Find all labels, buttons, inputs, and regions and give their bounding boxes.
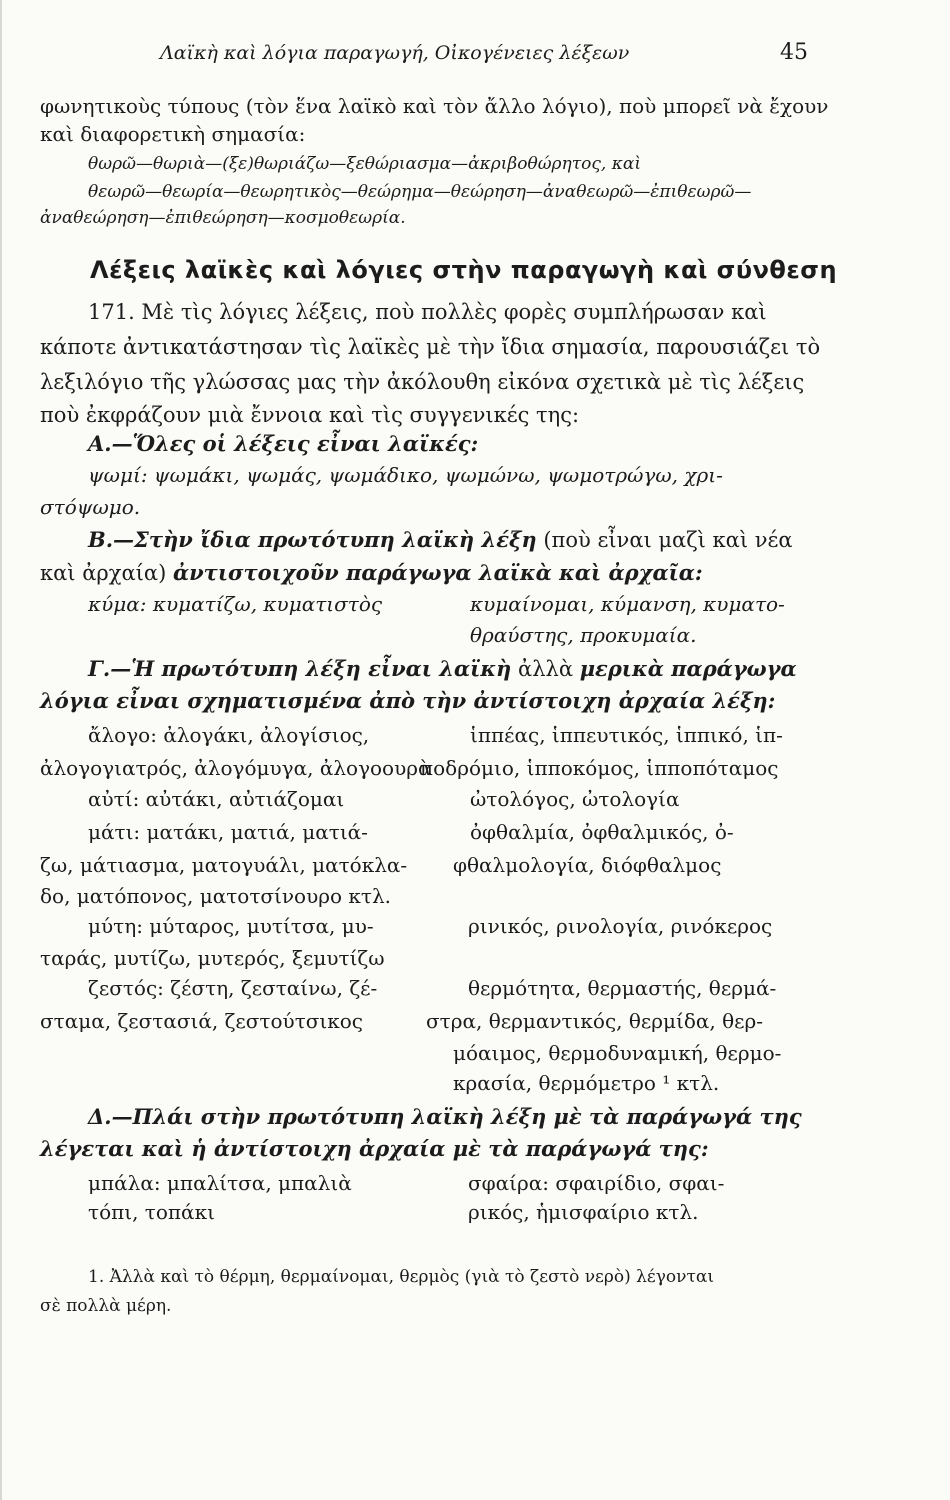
case-g-right-7: θερμότητα, θερμαστής, θερμά- (468, 976, 777, 1000)
case-g-title-line-1 (88, 656, 797, 682)
case-g-left-2: ἀλογογιατρός, ἀλογόμυγα, ἀλογοουρὰ (40, 756, 432, 780)
case-g-right-3: ὠτολόγος, ὠτολογία (470, 787, 680, 811)
case-g-left-10: σταμα, ζεστασιά, ζεστούτσικος (40, 1009, 363, 1033)
footnote-line-1: 1. Ἀλλὰ καὶ τὸ θέρμη, θερμαίνομαι, θερμὸς (γιὰ τὸ ζεστὸ νερὸ) λέγονται (88, 1267, 714, 1287)
case-d-left-2: τόπι, τοπάκι (88, 1200, 215, 1224)
footnote-line-2: σὲ πολλὰ μέρη. (40, 1296, 172, 1316)
case-g-right-2: ποδρόμιο, ἱπποκόμος, ἱπποπόταμος (420, 756, 779, 780)
case-d-right-2: ρικός, ἡμισφαίριο κτλ. (468, 1200, 699, 1224)
paragraph-line-1: 171. Μὲ τὶς λόγιες λέξεις, ποὺ πολλὲς φορὲς συμπλήρωσαν καὶ (88, 300, 767, 324)
case-g-right-9: μόαιμος, θερμοδυναμική, θερμο- (453, 1041, 782, 1065)
case-b-right-1: κυμαίνομαι, κύμανση, κυματο- (470, 592, 785, 616)
intro-example-1: θωρῶ—θωριὰ—(ξε)θωριάζω—ξεθώριασμα—ἀκριβοθώρητος, καὶ (88, 154, 641, 174)
case-b-left: κύμα: κυματίζω, κυματιστὸς (88, 592, 383, 616)
case-g-right-4: ὀφθαλμία, ὀφθαλμικός, ὀ- (470, 820, 734, 844)
case-b-right-2: θραύστης, προκυμαία. (470, 623, 697, 647)
section-heading: Λέξεις λαϊκὲς καὶ λόγιες στὴν παραγωγὴ καὶ σύνθεση (90, 256, 838, 284)
case-g-title-bold: Γ.—Ἡ πρωτότυπη λέξη εἶναι λαϊκὴ (88, 656, 512, 681)
case-g-left-9: ζεστός: ζέστη, ζεσταίνω, ζέ- (88, 976, 378, 1000)
case-d-title-line-1: Δ.—Πλάι στὴν πρωτότυπη λαϊκὴ λέξη μὲ τὰ παράγωγά της (88, 1104, 802, 1129)
case-g-title-plain: ἀλλὰ (518, 657, 573, 681)
case-g-title-bold-2: μερικὰ παράγωγα (579, 656, 797, 681)
case-a-example-2: στόψωμο. (40, 495, 141, 519)
case-g-left-1: ἄλογο: ἀλογάκι, ἀλογίσιος, (88, 723, 370, 747)
case-a-example-1: ψωμί: ψωμάκι, ψωμάς, ψωμάδικο, ψωμώνω, ψωμοτρώγω, χρι- (88, 463, 723, 487)
intro-example-3: ἀναθεώρηση—ἐπιθεώρηση—κοσμοθεωρία. (40, 208, 406, 228)
case-g-right-6: ρινικός, ρινολογία, ρινόκερος (468, 914, 773, 938)
paragraph-line-2: κάποτε ἀντικατάστησαν τὶς λαϊκὲς μὲ τὴν ἴδια σημασία, παρουσιάζει τὸ (40, 335, 821, 359)
case-g-left-3: αὐτί: αὐτάκι, αὐτιάζομαι (88, 787, 345, 811)
case-b-title-bold-2: ἀντιστοιχοῦν παράγωγα λαϊκὰ καὶ ἀρχαῖα: (172, 560, 703, 585)
case-d-right-1: σφαίρα: σφαιρίδιο, σφαι- (468, 1171, 725, 1195)
case-b-title-bold: Β.—Στὴν ἴδια πρωτότυπη λαϊκὴ λέξη (88, 527, 537, 552)
case-g-left-6: δο, ματόπονος, ματοτσίνουρο κτλ. (40, 884, 391, 908)
case-d-left-1: μπάλα: μπαλίτσα, μπαλιὰ (88, 1171, 352, 1195)
case-b-title-rest: (ποὺ εἶναι μαζὶ καὶ νέα (543, 528, 793, 552)
intro-line-1: φωνητικοὺς τύπους (τὸν ἕνα λαϊκὸ καὶ τὸν ἄλλο λόγιο), ποὺ μπορεῖ νὰ ἔχουν (40, 94, 829, 118)
page-number: 45 (780, 40, 808, 65)
case-b-title-line-1 (88, 527, 793, 553)
paragraph-line-3: λεξιλόγιο τῆς γλώσσας μας τὴν ἀκόλουθη εἰκόνα σχετικὰ μὲ τὶς λέξεις (40, 370, 805, 394)
case-a-title: Α.—Ὅλες οἱ λέξεις εἶναι λαϊκές: (88, 431, 479, 456)
case-g-left-8: ταράς, μυτίζω, μυτερός, ξεμυτίζω (40, 946, 385, 970)
case-g-left-7: μύτη: μύταρος, μυτίτσα, μυ- (88, 914, 374, 938)
case-d-title-line-2: λέγεται καὶ ἡ ἀντίστοιχη ἀρχαία μὲ τὰ παράγωγά της: (40, 1136, 709, 1161)
case-g-right-8: στρα, θερμαντικός, θερμίδα, θερ- (426, 1009, 764, 1033)
page-edge-shadow (0, 0, 2, 1500)
intro-line-2: καὶ διαφορετικὴ σημασία: (40, 122, 306, 146)
intro-example-2: θεωρῶ—θεωρία—θεωρητικὸς—θεώρημα—θεώρηση—ἀναθεωρῶ—ἐπιθεωρῶ— (88, 182, 752, 202)
case-g-left-5: ζω, μάτιασμα, ματογυάλι, ματόκλα- (40, 853, 408, 877)
case-g-right-5: φθαλμολογία, διόφθαλμος (453, 853, 722, 877)
case-g-left-4: μάτι: ματάκι, ματιά, ματιά- (88, 820, 368, 844)
paragraph-line-4: ποὺ ἐκφράζουν μιὰ ἔννοια καὶ τὶς συγγενικές της: (40, 403, 580, 427)
case-g-right-1: ἱππέας, ἱππευτικός, ἱππικό, ἱπ- (470, 723, 783, 747)
case-b-title-line-2 (40, 560, 703, 586)
case-g-title-line-2: λόγια εἶναι σχηματισμένα ἀπὸ τὴν ἀντίστοιχη ἀρχαία λέξη: (40, 688, 776, 713)
case-b-title-plain: καὶ ἀρχαία) (40, 561, 167, 585)
case-g-right-10: κρασία, θερμόμετρο ¹ κτλ. (453, 1071, 720, 1095)
running-header: Λαϊκὴ καὶ λόγια παραγωγή, Οἰκογένειες λέξεων (160, 42, 630, 64)
